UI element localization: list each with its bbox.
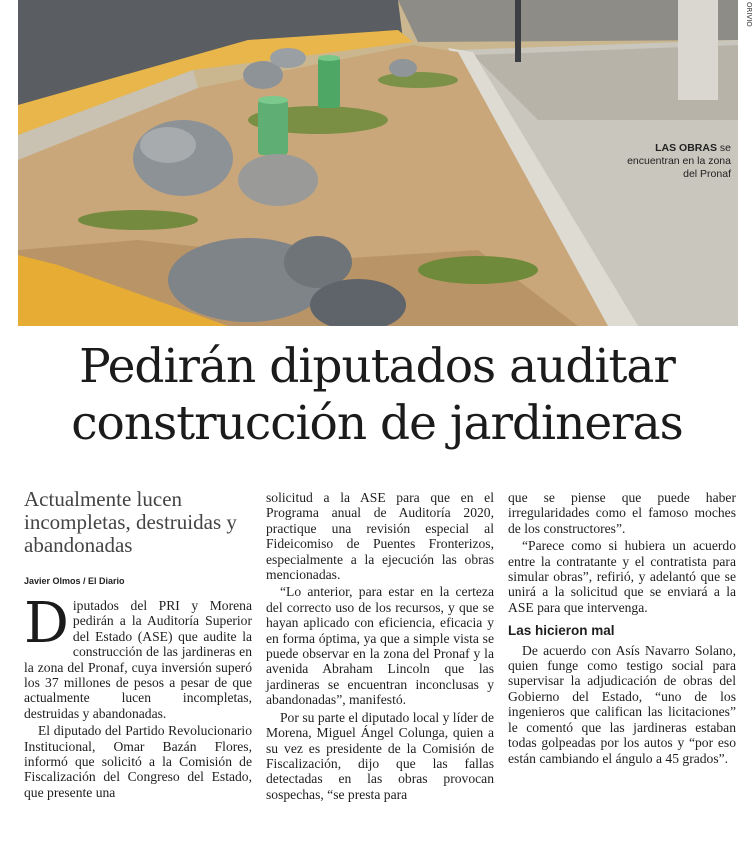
paragraph: “Parece como si hubiera un acuerdo entre la contratante y el contratista para simular obras”, refirió, y adelantó que se unirá a la solicitud que se enviará a la ASE para que intervenga.: [508, 538, 736, 615]
column-3: [508, 490, 736, 768]
paragraph: [24, 591, 252, 721]
paragraph: que se piense que puede haber irregularidades como el famoso moches de los constructores”.: [508, 490, 736, 536]
paragraph-text: iputados del PRI y Morena pedirán a la Auditoría Superior del Estado (ASE) que audite la construcción de las jardineras en la zona del Pronaf, cuya inversión superó los 37 millones de pesos a pesar de que actualmente lucen incompletas, destruidas y abandonadas.: [24, 598, 252, 721]
dropcap: D: [24, 591, 69, 656]
subheading: Las hicieron mal: [508, 623, 615, 639]
byline: Javier Olmos / El Diario: [24, 576, 125, 586]
paragraph: “Lo anterior, para estar en la certeza del correcto uso de los recursos, y que se hayan aplicado con eficiencia, eficacia y en forma óptima, ya que a simple vista se puede observar en la zona del Pronaf y la avenida Abraham Lincoln que las jardineras se encuentran inconclusas y abandonadas”, manifestó.: [266, 584, 494, 708]
headline: Pedirán diputados auditar construcción de jardineras: [71, 339, 683, 451]
photo-credit: ORIVIO: [745, 2, 753, 27]
paragraph: Por su parte el diputado local y líder de Morena, Miguel Ángel Colunga, quien a su vez es presidente de la Comisión de Fiscalización, dijo que las fallas detectadas en las obras provocan sospechas, “se presta para: [266, 709, 494, 802]
caption-lead: LAS OBRAS: [655, 142, 717, 154]
caption-text: se encuentran en la zona del Pronaf: [627, 142, 731, 180]
photo-caption: [627, 142, 731, 181]
column-1: [24, 591, 252, 802]
deck: Actualmente lucen incompletas, destruidas y abandonadas: [24, 487, 237, 557]
column-2: [266, 490, 494, 804]
paragraph: De acuerdo con Asís Navarro Solano, quien funge como testigo social para supervisar la adjudicación de obras del Gobierno del Estado, “uno de los ingenieros que califican las licitaciones” le comentó que las jardineras estaban todas golpeadas por los autos y “por eso están cambiando el ángulo a 45 grados”.: [508, 642, 736, 766]
paragraph: solicitud a la ASE para que en el Programa anual de Auditoría 2020, practique una revisión especial al Fideicomiso de Puentes Fronterizos, especialmente a la ejecución las obras mencionadas.: [266, 490, 494, 583]
paragraph: El diputado del Partido Revolucionario Institucional, Omar Bazán Flores, informó que solicitó a la Comisión de Fiscalización del Congreso del Estado, que presente una: [24, 723, 252, 800]
